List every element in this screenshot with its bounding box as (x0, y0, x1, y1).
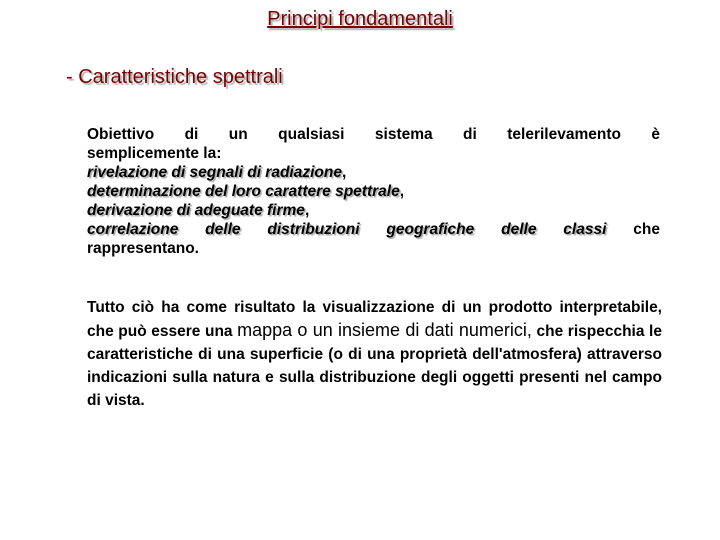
item-1-text: rivelazione di segnali di radiazione (87, 164, 342, 181)
result-text-c: che rispecchia le caratteristiche di una superficie (o di una proprietà dell'atmosfera) attraverso indicazioni sulla natura e sulla distribuzione degli oggetti presenti nel campo di vista. (87, 323, 662, 409)
item-1-suffix: , (341, 164, 347, 181)
objective-item-3 (87, 201, 660, 220)
objective-item-2 (87, 182, 660, 201)
result-text-a: Tutto ciò ha come risultato la visualizzazione di un prodotto interpretabile, che può essere una (87, 299, 662, 340)
objective-line-2: semplicemente la: (87, 145, 222, 162)
item-2-text: determinazione del loro carattere spettrale (87, 183, 400, 200)
item-4-suffix: che (606, 221, 660, 238)
item-2-suffix: , (399, 183, 404, 200)
item-3-text: derivazione di adeguate firme (87, 202, 305, 219)
objective-last-line: rappresentano. (87, 240, 199, 257)
result-paragraph (87, 296, 662, 412)
item-3-suffix: , (304, 202, 310, 219)
objective-paragraph (87, 125, 660, 258)
objective-line-1: Obiettivo di un qualsiasi sistema di telerilevamento è (87, 126, 660, 143)
section-subtitle: - Caratteristiche spettrali (66, 66, 283, 88)
objective-item-1 (87, 163, 660, 182)
item-4-text: correlazione delle distribuzioni geografiche delle classi (87, 221, 607, 238)
result-text-b: mappa o un insieme di dati numerici, (237, 320, 532, 340)
objective-item-4 (87, 220, 660, 239)
page-title: Principi fondamentali (267, 8, 453, 30)
